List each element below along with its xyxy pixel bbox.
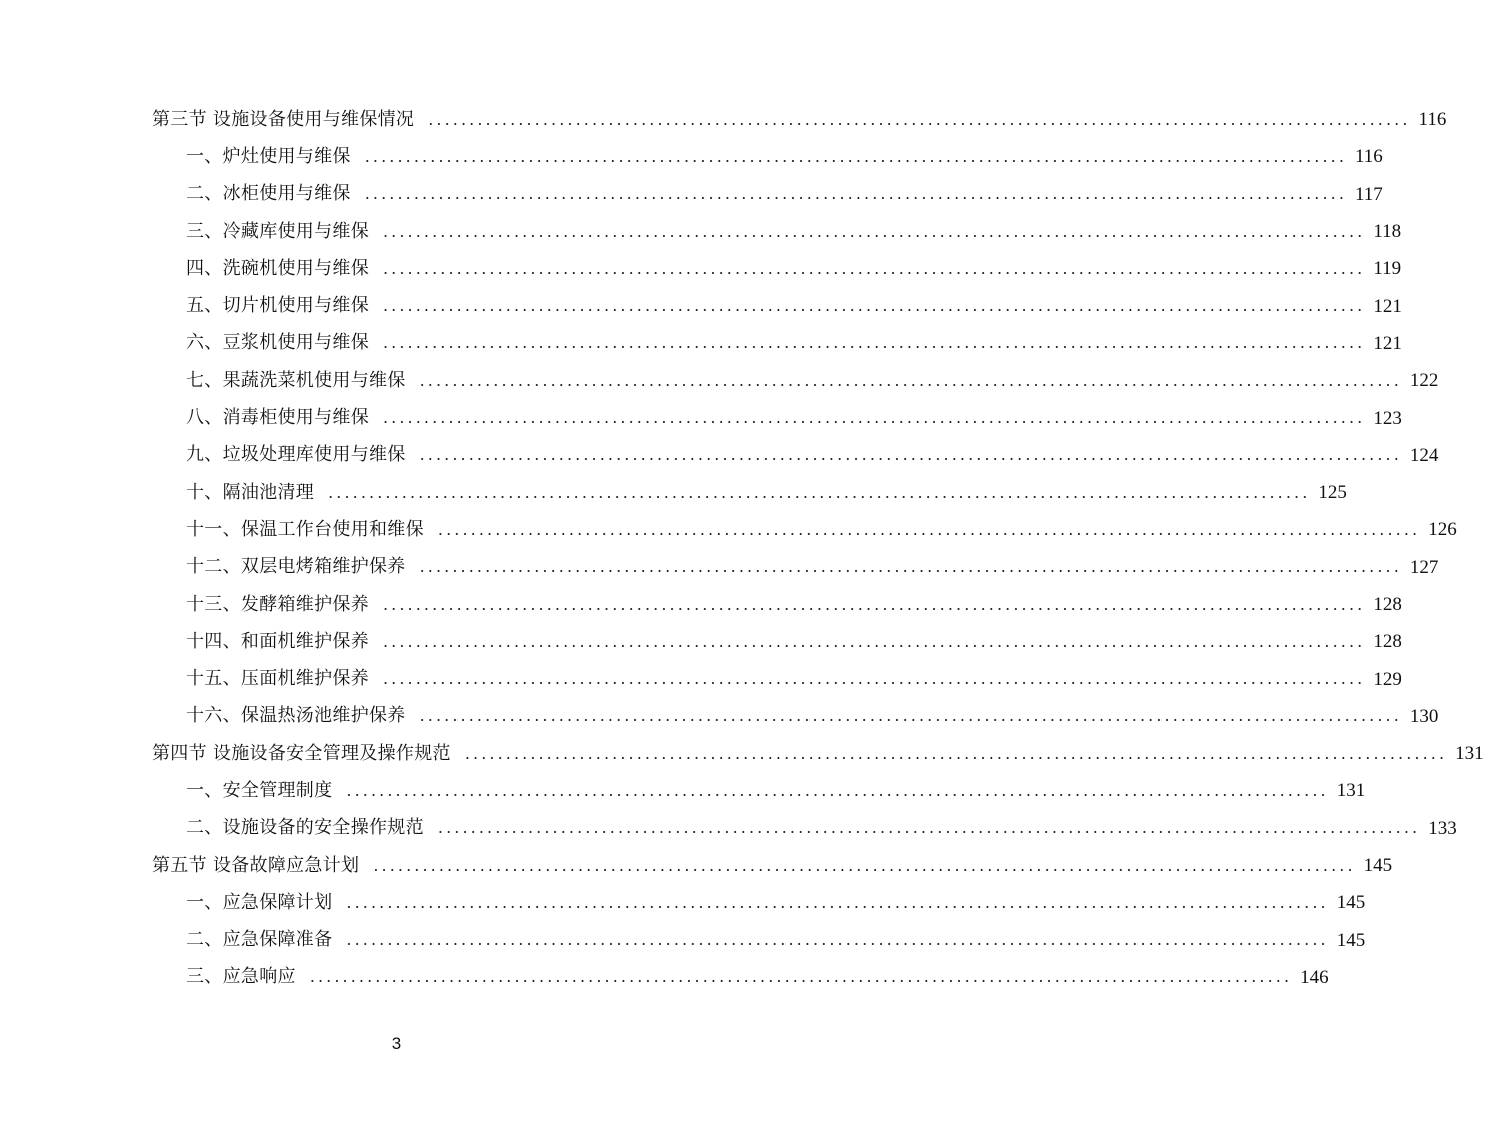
toc-entry-label: 九、垃圾处理库使用与维保 [186, 444, 406, 466]
toc-entry-page-number: 116 [1418, 109, 1447, 131]
toc-dot-leader: ........................................................................................................................ [309, 967, 1293, 987]
toc-subsection-entry[interactable] [0, 511, 1457, 548]
toc-entry-label: 二、冰柜使用与维保 [186, 183, 351, 205]
toc-dot-leader: ........................................................................................................................ [383, 296, 1366, 316]
toc-entry-page-number: 116 [1355, 146, 1383, 168]
toc-entry-label: 五、切片机使用与维保 [186, 295, 369, 317]
toc-entry-page-number: 121 [1373, 332, 1402, 354]
toc-dot-leader: ........................................................................................................................ [346, 892, 1329, 912]
toc-entry-page-number: 145 [1336, 929, 1366, 951]
toc-entry-page-number: 146 [1300, 966, 1329, 988]
toc-entry-label: 八、消毒柜使用与维保 [186, 407, 369, 429]
toc-dot-leader: ........................................................................................................................ [364, 184, 1348, 204]
toc-subsection-entry[interactable] [0, 549, 1439, 586]
toc-dot-leader: ........................................................................................................................ [364, 146, 1348, 166]
toc-entry-page-number: 125 [1318, 482, 1347, 504]
toc-entry-label: 六、豆浆机使用与维保 [186, 332, 369, 354]
toc-subsection-entry[interactable] [0, 437, 1439, 474]
toc-subsection-entry[interactable] [0, 959, 1329, 996]
toc-dot-leader: ........................................................................................................................ [383, 258, 1366, 278]
toc-section-entry[interactable] [0, 847, 1393, 884]
toc-dot-leader: ........................................................................................................................ [383, 221, 1366, 241]
toc-entry-label: 四、洗碗机使用与维保 [186, 257, 369, 279]
toc-subsection-entry[interactable] [0, 287, 1402, 324]
toc-dot-leader: ........................................................................................................................ [419, 706, 1402, 726]
toc-entry-page-number: 145 [1336, 892, 1366, 914]
toc-entry-label: 三、冷藏库使用与维保 [186, 220, 369, 242]
toc-subsection-entry[interactable] [0, 660, 1402, 697]
toc-entry-page-number: 121 [1373, 295, 1402, 317]
toc-dot-leader: ........................................................................................................................ [383, 669, 1366, 689]
toc-entry-page-number: 117 [1355, 183, 1383, 205]
toc-subsection-entry[interactable] [0, 922, 1366, 959]
toc-subsection-entry[interactable] [0, 362, 1439, 399]
toc-entry-page-number: 129 [1373, 668, 1402, 690]
toc-entry-page-number: 122 [1409, 370, 1439, 392]
toc-dot-leader: ........................................................................................................................ [419, 370, 1402, 390]
toc-entry-label: 第三节 设施设备使用与维保情况 [152, 108, 415, 130]
toc-subsection-entry[interactable] [0, 399, 1402, 436]
toc-entry-label: 一、炉灶使用与维保 [186, 145, 351, 167]
toc-entry-page-number: 123 [1373, 407, 1402, 429]
toc-subsection-entry[interactable] [0, 698, 1439, 735]
toc-subsection-entry[interactable] [0, 474, 1347, 511]
toc-dot-leader: ........................................................................................................................ [328, 482, 1311, 502]
toc-dot-leader: ........................................................................................................................ [419, 557, 1402, 577]
toc-entry-page-number: 126 [1428, 519, 1457, 541]
toc-entry-label: 第四节 设施设备安全管理及操作规范 [152, 742, 451, 764]
toc-subsection-entry[interactable] [0, 586, 1402, 623]
toc-subsection-entry[interactable] [0, 250, 1402, 287]
toc-entry-label: 二、应急保障准备 [186, 929, 333, 951]
toc-subsection-entry[interactable] [0, 884, 1366, 921]
toc-entry-label: 第五节 设备故障应急计划 [152, 854, 360, 876]
toc-section-entry[interactable] [0, 101, 1447, 138]
toc-entry-label: 十一、保温工作台使用和维保 [186, 518, 424, 540]
toc-dot-leader: ........................................................................................................................ [346, 930, 1329, 950]
toc-subsection-entry[interactable] [0, 325, 1402, 362]
table-of-contents [0, 101, 1484, 996]
toc-dot-leader: ........................................................................................................................ [383, 333, 1366, 353]
toc-entry-page-number: 133 [1428, 817, 1457, 839]
toc-entry-label: 十四、和面机维护保养 [186, 630, 369, 652]
toc-entry-page-number: 131 [1336, 780, 1366, 802]
toc-entry-label: 十六、保温热汤池维护保养 [186, 705, 406, 727]
toc-entry-label: 十五、压面机维护保养 [186, 668, 369, 690]
toc-dot-leader: ........................................................................................................................ [373, 855, 1356, 875]
toc-entry-page-number: 128 [1373, 594, 1402, 615]
toc-entry-label: 十、隔油池清理 [186, 481, 315, 503]
toc-entry-label: 七、果蔬洗菜机使用与维保 [186, 369, 406, 391]
toc-entry-label: 三、应急响应 [186, 966, 296, 988]
toc-entry-label: 十二、双层电烤箱维护保养 [186, 556, 406, 578]
toc-subsection-entry[interactable] [0, 810, 1457, 847]
toc-dot-leader: ........................................................................................................................ [464, 743, 1448, 763]
toc-dot-leader: ........................................................................................................................ [383, 408, 1366, 428]
toc-subsection-entry[interactable] [0, 772, 1366, 809]
toc-subsection-entry[interactable] [0, 176, 1383, 213]
toc-dot-leader: ........................................................................................................................ [419, 445, 1402, 465]
toc-entry-page-number: 128 [1373, 631, 1402, 653]
toc-entry-page-number: 131 [1455, 743, 1484, 765]
toc-dot-leader: ........................................................................................................................ [383, 631, 1366, 651]
toc-dot-leader: ........................................................................................................................ [383, 594, 1366, 614]
toc-entry-page-number: 118 [1373, 221, 1402, 243]
toc-entry-page-number: 130 [1409, 705, 1439, 727]
toc-section-entry[interactable] [0, 735, 1484, 772]
toc-subsection-entry[interactable] [0, 213, 1402, 250]
toc-entry-label: 二、设施设备的安全操作规范 [186, 817, 424, 839]
page-number: 3 [391, 1034, 402, 1053]
toc-entry-page-number: 124 [1409, 444, 1439, 466]
toc-dot-leader: ........................................................................................................................ [428, 109, 1411, 129]
toc-dot-leader: ........................................................................................................................ [437, 818, 1421, 838]
toc-entry-page-number: 127 [1409, 556, 1439, 578]
toc-dot-leader: ........................................................................................................................ [437, 519, 1421, 539]
toc-subsection-entry[interactable] [0, 138, 1383, 175]
toc-entry-label: 十三、发酵箱维护保养 [186, 593, 369, 615]
toc-subsection-entry[interactable] [0, 623, 1402, 660]
toc-entry-label: 一、安全管理制度 [186, 779, 333, 801]
toc-dot-leader: ........................................................................................................................ [346, 780, 1329, 800]
toc-entry-page-number: 119 [1373, 258, 1402, 280]
toc-entry-page-number: 145 [1363, 855, 1393, 877]
toc-entry-label: 一、应急保障计划 [186, 891, 333, 913]
